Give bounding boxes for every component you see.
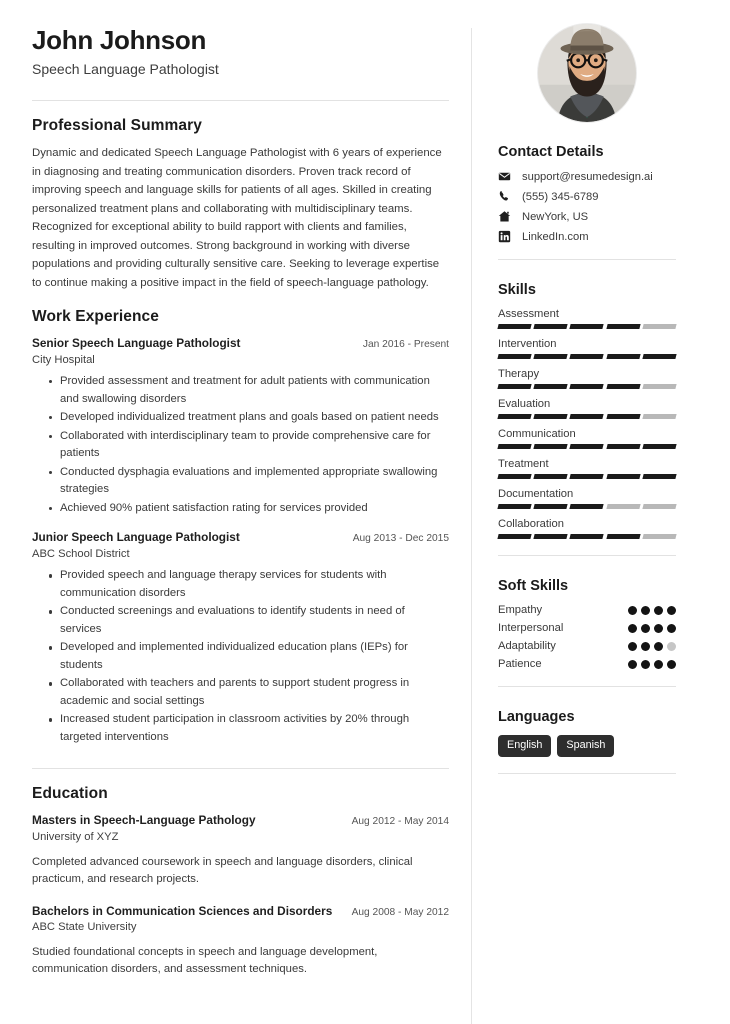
envelope-icon [498, 170, 511, 183]
contact-value: NewYork, US [522, 210, 589, 223]
experience-entry-head [32, 529, 449, 546]
skill-segment [570, 324, 604, 329]
language-tag: English [498, 735, 551, 757]
soft-skill-dot [628, 606, 637, 615]
soft-skill-dot [667, 606, 676, 615]
experience-bullet: Collaborated with teachers and parents to support student progress in academic and social settings [49, 675, 449, 710]
soft-skill-label: Patience [498, 658, 542, 670]
section-languages [498, 709, 676, 774]
skill-segment [606, 504, 640, 509]
languages-tag-list [498, 735, 676, 757]
education-date: Aug 2012 - May 2014 [351, 816, 449, 828]
skill-segment [534, 444, 568, 449]
education-entry [32, 903, 449, 979]
skill-segment [570, 504, 604, 509]
skill-level-bar [498, 444, 676, 449]
section-heading-languages: Languages [498, 709, 575, 725]
soft-skill-dot [667, 624, 676, 633]
skill-segment [497, 324, 531, 329]
education-entry-head [32, 812, 449, 829]
skill-segment [606, 534, 640, 539]
education-school: ABC State University [32, 921, 137, 934]
skill-level-bar [498, 324, 676, 329]
contact-row [498, 190, 676, 203]
skill-label: Treatment [498, 458, 549, 470]
contact-row [498, 170, 676, 183]
skill-segment [570, 414, 604, 419]
skill-segment [606, 384, 640, 389]
soft-skill-dot [641, 606, 650, 615]
experience-bullet: Provided assessment and treatment for adult patients with communication and swallowing disorders [49, 373, 449, 408]
experience-bullet: Achieved 90% patient satisfaction rating for services provided [49, 500, 449, 518]
soft-skill-row [498, 658, 676, 670]
soft-skill-row [498, 622, 676, 634]
soft-skill-dots [628, 660, 676, 669]
avatar-wrapper [498, 24, 676, 122]
skill-segment [534, 534, 568, 539]
skill-segment [534, 324, 568, 329]
skill-label: Assessment [498, 308, 559, 320]
soft-skill-dot [628, 642, 637, 651]
experience-org: ABC School District [32, 547, 130, 560]
education-description: Completed advanced coursework in speech and language disorders, clinical practicum, and research projects. [32, 855, 413, 886]
experience-date: Aug 2013 - Dec 2015 [352, 533, 449, 545]
skill-segment [606, 474, 640, 479]
skill-segment [642, 324, 676, 329]
soft-skill-dot [654, 624, 663, 633]
skill-item [498, 518, 676, 539]
education-list [32, 812, 449, 978]
skill-segment [606, 414, 640, 419]
section-heading-summary: Professional Summary [32, 117, 202, 135]
skill-segment [534, 474, 568, 479]
skill-level-bar [498, 534, 676, 539]
experience-list [32, 335, 449, 746]
soft-skill-dots [628, 642, 676, 651]
experience-bullet: Conducted dysphagia evaluations and implemented appropriate swallowing strategies [49, 464, 449, 499]
education-school: University of XYZ [32, 830, 119, 843]
profile-photo-icon [538, 24, 636, 122]
sidebar-column [472, 22, 684, 1024]
header-block [32, 26, 449, 78]
soft-skill-dot [628, 660, 637, 669]
contact-value: (555) 345-6789 [522, 190, 599, 203]
skill-item [498, 488, 676, 509]
skill-segment [570, 534, 604, 539]
soft-skill-dots [628, 606, 676, 615]
soft-skill-dots [628, 624, 676, 633]
section-skills [498, 282, 676, 556]
soft-skill-label: Interpersonal [498, 622, 564, 634]
skill-level-bar [498, 354, 676, 359]
skill-level-bar [498, 474, 676, 479]
experience-entry [32, 529, 449, 746]
experience-bullet: Developed individualized treatment plans and goals based on patient needs [49, 409, 449, 427]
skill-segment [570, 384, 604, 389]
experience-bullet: Conducted screenings and evaluations to identify students in need of services [49, 603, 449, 638]
education-degree: Bachelors in Communication Sciences and Disorders [32, 903, 333, 918]
soft-skills-divider [498, 686, 676, 687]
skill-label: Documentation [498, 488, 574, 500]
soft-skill-dot [667, 642, 676, 651]
section-heading-contact: Contact Details [498, 144, 604, 160]
experience-bullets [32, 373, 449, 517]
soft-skill-dot [654, 642, 663, 651]
experience-bullet: Collaborated with interdisciplinary team to provide comprehensive care for patients [49, 428, 449, 463]
phone-icon [498, 190, 511, 203]
skill-level-bar [498, 384, 676, 389]
contact-value: LinkedIn.com [522, 230, 589, 243]
avatar [538, 24, 636, 122]
skill-item [498, 398, 676, 419]
soft-skill-dot [641, 660, 650, 669]
soft-skills-list [498, 604, 676, 670]
experience-org: City Hospital [32, 353, 95, 366]
experience-entry-head [32, 335, 449, 352]
skill-segment [497, 504, 531, 509]
soft-skill-row [498, 604, 676, 616]
skill-level-bar [498, 414, 676, 419]
contact-value: support@resumedesign.ai [522, 170, 653, 183]
main-column [16, 22, 471, 1024]
skill-segment [534, 504, 568, 509]
skill-segment [570, 444, 604, 449]
education-description: Studied foundational concepts in speech and language development, communication disorders, and assessment techniques. [32, 945, 378, 976]
section-heading-education: Education [32, 785, 108, 803]
education-entry-head [32, 903, 449, 920]
skill-segment [497, 354, 531, 359]
soft-skill-label: Empathy [498, 604, 543, 616]
skill-segment [606, 444, 640, 449]
skill-segment [534, 384, 568, 389]
skill-label: Collaboration [498, 518, 564, 530]
soft-skill-dot [628, 624, 637, 633]
skill-segment [642, 414, 676, 419]
skill-label: Intervention [498, 338, 557, 350]
experience-bullet: Developed and implemented individualized education plans (IEPs) for students [49, 639, 449, 674]
skill-segment [534, 414, 568, 419]
skill-segment [497, 384, 531, 389]
page-title: John Johnson [32, 25, 207, 55]
experience-education-divider [32, 768, 449, 769]
skill-item [498, 428, 676, 449]
skill-segment [642, 474, 676, 479]
section-education [32, 785, 449, 978]
experience-bullet: Provided speech and language therapy services for students with communication disorders [49, 567, 449, 602]
linkedin-icon [498, 230, 511, 243]
education-entry [32, 812, 449, 888]
skill-segment [642, 444, 676, 449]
header-divider [32, 100, 449, 101]
soft-skill-dot [641, 642, 650, 651]
education-date: Aug 2008 - May 2012 [351, 906, 449, 918]
skill-segment [570, 474, 604, 479]
soft-skill-dot [654, 660, 663, 669]
skill-segment [642, 534, 676, 539]
experience-bullet: Increased student participation in classroom activities by 20% through targeted interventions [49, 711, 449, 746]
skill-segment [534, 354, 568, 359]
skill-item [498, 458, 676, 479]
skill-item [498, 368, 676, 389]
skill-label: Communication [498, 428, 576, 440]
section-heading-soft-skills: Soft Skills [498, 578, 569, 594]
skill-segment [570, 354, 604, 359]
section-soft-skills [498, 578, 676, 687]
skill-segment [497, 444, 531, 449]
skills-divider [498, 555, 676, 556]
skill-segment [642, 384, 676, 389]
skill-segment [497, 474, 531, 479]
skill-level-bar [498, 504, 676, 509]
summary-text: Dynamic and dedicated Speech Language Pathologist with 6 years of experience in diagnosing and treating communication disorders. Proven track record of improving speech and language skills for patients of all ages. Skilled in creating personalized treatment plans and collaborating with multidisciplinary teams. Recognized for exceptional ability to build rapport with clients and families, resulting in improved outcomes. Strong background in working with diverse populations and providing culturally sensitive care. Seeking to leverage expertise to continue making a positive impact in the field of speech-language pathology. [32, 147, 442, 289]
soft-skill-row [498, 640, 676, 652]
section-contact-details [498, 144, 676, 260]
skill-segment [497, 534, 531, 539]
skill-segment [606, 354, 640, 359]
experience-bullets [32, 567, 449, 746]
contact-row [498, 230, 676, 243]
contact-list [498, 170, 676, 243]
soft-skill-label: Adaptability [498, 640, 556, 652]
soft-skill-dot [667, 660, 676, 669]
contact-row [498, 210, 676, 223]
skill-segment [642, 354, 676, 359]
languages-divider [498, 773, 676, 774]
header-job-title: Speech Language Pathologist [32, 61, 219, 78]
section-professional-summary [32, 117, 449, 292]
home-icon [498, 210, 511, 223]
skills-list [498, 308, 676, 539]
section-heading-skills: Skills [498, 282, 536, 298]
section-work-experience [32, 308, 449, 746]
section-heading-experience: Work Experience [32, 308, 159, 326]
language-tag: Spanish [557, 735, 614, 757]
soft-skill-dot [641, 624, 650, 633]
experience-date: Jan 2016 - Present [362, 339, 449, 351]
skill-segment [606, 324, 640, 329]
skill-segment [497, 414, 531, 419]
skill-label: Evaluation [498, 398, 551, 410]
skill-item [498, 308, 676, 329]
contact-divider [498, 259, 676, 260]
soft-skill-dot [654, 606, 663, 615]
experience-role: Senior Speech Language Pathologist [32, 336, 241, 351]
skill-segment [642, 504, 676, 509]
experience-role: Junior Speech Language Pathologist [32, 530, 240, 545]
skill-item [498, 338, 676, 359]
experience-entry [32, 335, 449, 517]
skill-label: Therapy [498, 368, 540, 380]
education-degree: Masters in Speech-Language Pathology [32, 813, 256, 828]
